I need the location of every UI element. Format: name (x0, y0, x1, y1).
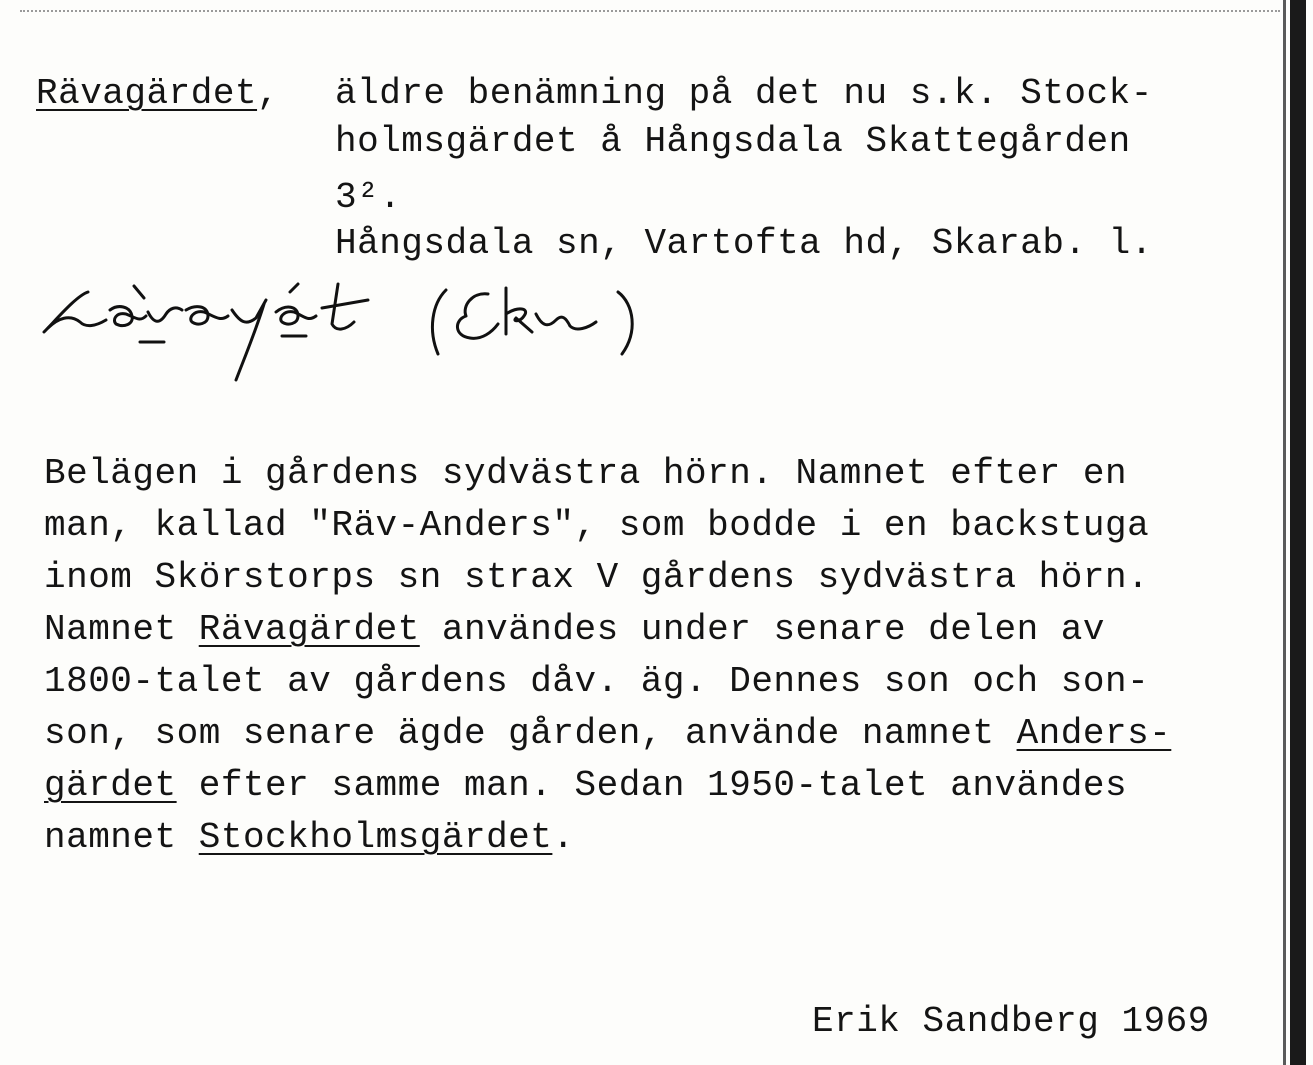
definition-line-1: äldre benämning på det nu s.k. Stock- (335, 73, 1153, 114)
card-right-edge (1290, 0, 1306, 1065)
signature: Erik Sandberg 1969 (812, 1001, 1210, 1042)
headword: Rävagärdet (36, 73, 258, 114)
body-line-2: man, kallad "Räv-Anders", som bodde i en backstuga (44, 505, 1150, 546)
handwritten-pronunciation (36, 270, 656, 390)
body-line-7-end: efter samme man. Sedan 1950-talet användes (176, 765, 1128, 806)
body-line-6 (44, 708, 1284, 760)
handwritten-pronunciation-text (0, 0, 1, 1)
body-line-8-start: namnet (44, 817, 199, 858)
body-line-1: Belägen i gårdens sydvästra hörn. Namnet efter en (44, 453, 1128, 494)
body-line-4-end: användes under senare delen av (419, 609, 1105, 650)
name-ravagardet: Rävagärdet (198, 609, 420, 650)
body-line-4 (44, 604, 1284, 656)
body-line-8 (44, 812, 1284, 864)
place-line: Hångsdala sn, Vartofta hd, Skarab. l. (335, 223, 1153, 264)
definition-line-2: holmsgärdet å Hångsdala Skattegården (335, 121, 1131, 162)
card-top-edge (20, 10, 1280, 12)
name-andersgardet-part-1: Anders- (1016, 713, 1172, 754)
body-text (44, 448, 1284, 864)
body-line-6-start: son, som senare ägde gården, använde namnet (44, 713, 1017, 754)
name-andersgardet-part-2: gärdet (44, 765, 177, 806)
body-line-7 (44, 760, 1284, 812)
headword-comma: , (257, 73, 280, 114)
body-line-3: inom Skörstorps sn strax V gårdens sydvästra hörn. (44, 557, 1150, 598)
body-line-8-end: . (552, 817, 575, 858)
name-stockholmsgardet: Stockholmsgärdet (198, 817, 553, 858)
headword-line (36, 74, 279, 114)
definition-line-3: 3². (335, 177, 402, 218)
body-line-4-start: Namnet (44, 609, 199, 650)
body-line-5: 1800-talet av gårdens dåv. äg. Dennes son och son- (44, 661, 1150, 702)
